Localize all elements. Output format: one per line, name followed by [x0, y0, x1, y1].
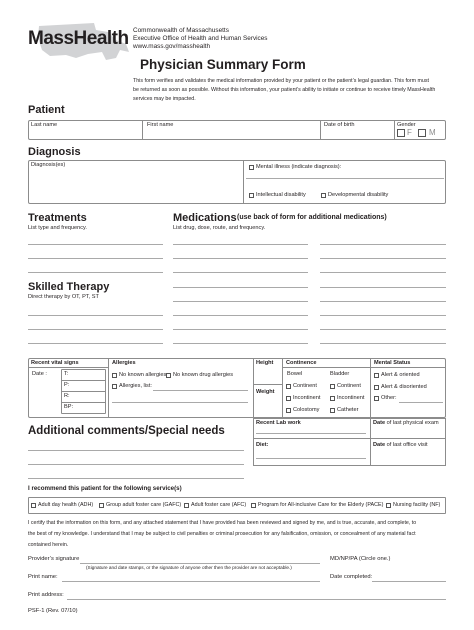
mental-status-heading: Mental Status	[374, 360, 411, 366]
diet-line[interactable]	[256, 458, 366, 459]
certify-line-3: contained herein.	[28, 542, 69, 548]
height-label: Height	[256, 360, 274, 366]
service-option: Adult day health (ADH)	[38, 502, 94, 508]
mental-other-line[interactable]	[399, 402, 443, 403]
alert-oriented-checkbox[interactable]	[374, 373, 379, 378]
mental-option: Alert & disoriented	[381, 384, 427, 390]
medication-line[interactable]	[320, 315, 446, 316]
therapy-line[interactable]	[28, 343, 163, 344]
bowel-colostomy-checkbox[interactable]	[286, 408, 291, 413]
agency-line-3: www.mass.gov/masshealth	[133, 43, 211, 50]
bladder-catheter-checkbox[interactable]	[330, 408, 335, 413]
vital-t-field[interactable]: T:	[64, 371, 69, 377]
first-name-field[interactable]: First name	[147, 122, 174, 128]
allergies-line[interactable]	[153, 390, 248, 391]
vitals-date-label: Date :	[32, 371, 47, 377]
bladder-option: Continent	[337, 383, 361, 389]
medication-line[interactable]	[173, 315, 308, 316]
intellectual-disability-label: Intellectual disability	[256, 192, 306, 198]
dob-field[interactable]: Date of birth	[324, 122, 355, 128]
certify-line-2: the best of my knowledge. I understand that I may be subject to civil penalties or criminal prosecution for any falsification, omission, or concealment of any material fact	[28, 531, 416, 537]
bowel-incontinent-checkbox[interactable]	[286, 396, 291, 401]
medication-line[interactable]	[320, 329, 446, 330]
diagnosis-field[interactable]: Diagnosis(es)	[31, 162, 66, 168]
medications-sub: List drug, dose, route, and frequency.	[173, 225, 266, 231]
developmental-disability-checkbox[interactable]	[321, 193, 326, 198]
service-option: Group adult foster care (GAFC)	[106, 502, 182, 508]
gender-f-checkbox[interactable]	[397, 129, 405, 137]
medication-line[interactable]	[320, 287, 446, 288]
gender-f-label: F	[407, 128, 412, 137]
mental-option: Alert & oriented	[381, 372, 420, 378]
diagnosis-heading: Diagnosis	[28, 146, 81, 158]
medications-heading: Medications	[173, 212, 237, 224]
mental-other-checkbox[interactable]	[374, 396, 379, 401]
medication-line[interactable]	[320, 301, 446, 302]
medication-line[interactable]	[320, 244, 446, 245]
bladder-continent-checkbox[interactable]	[330, 384, 335, 389]
bowel-option: Incontinent	[293, 395, 321, 401]
last-exam-label: Date of last physical exam	[373, 420, 439, 426]
bowel-continent-checkbox[interactable]	[286, 384, 291, 389]
medication-line[interactable]	[320, 272, 446, 273]
therapy-line[interactable]	[28, 329, 163, 330]
pace-checkbox[interactable]	[251, 503, 256, 508]
last-visit-label: Date of last office visit	[373, 442, 428, 448]
allergies-heading: Allergies	[112, 360, 136, 366]
mental-illness-checkbox[interactable]	[249, 165, 254, 170]
bladder-option: Incontinent	[337, 395, 365, 401]
no-known-allergies-label: No known allergies	[119, 372, 167, 378]
form-id: PSF-1 (Rev. 07/10)	[28, 608, 78, 614]
intro-line-2: be returned as soon as possible. Without this information, your patient’s ability to initiate or continue to receive timely MassHealth	[133, 87, 436, 93]
alert-disoriented-checkbox[interactable]	[374, 385, 379, 390]
bowel-label: Bowel	[287, 371, 303, 377]
vitals-heading: Recent vital signs	[31, 360, 79, 366]
additional-heading: Additional comments/Special needs	[28, 425, 225, 437]
therapy-line[interactable]	[28, 315, 163, 316]
services-heading: I recommend this patient for the following service(s)	[28, 485, 182, 492]
comments-line[interactable]	[28, 450, 244, 451]
afc-checkbox[interactable]	[184, 503, 189, 508]
medication-line[interactable]	[173, 329, 308, 330]
medications-note: (use back of form for additional medications)	[237, 214, 387, 221]
last-name-field[interactable]: Last name	[31, 122, 58, 128]
medication-line[interactable]	[173, 272, 308, 273]
medication-line[interactable]	[173, 343, 308, 344]
adh-checkbox[interactable]	[31, 503, 36, 508]
intro-line-3: services may be impacted.	[133, 96, 196, 102]
bladder-label: Bladder	[330, 371, 350, 377]
service-option: Adult foster care (AFC)	[191, 502, 247, 508]
bowel-option: Continent	[293, 383, 317, 389]
gender-m-label: M	[429, 128, 436, 137]
service-option: Nursing facility (NF)	[393, 502, 441, 508]
allergies-list-checkbox[interactable]	[112, 384, 117, 389]
therapy-sub: Direct therapy by OT, PT, ST	[28, 294, 99, 300]
treatment-line[interactable]	[28, 258, 163, 259]
no-known-allergies-checkbox[interactable]	[112, 373, 117, 378]
lab-line[interactable]	[256, 433, 366, 434]
certify-line-1: I certify that the information on this form, and any attached statement that I have provided has been reviewed and signed by me, and is true, accurate, and complete, to	[28, 520, 417, 526]
masshealth-logo: MassHealth	[28, 28, 129, 49]
gender-label: Gender	[397, 122, 416, 128]
print-address-line[interactable]	[67, 599, 446, 600]
print-name-line[interactable]	[62, 581, 320, 582]
bladder-incontinent-checkbox[interactable]	[330, 396, 335, 401]
comments-line[interactable]	[28, 478, 244, 479]
agency-line-1: Commonwealth of Massachusetts	[133, 27, 229, 34]
medication-line[interactable]	[173, 258, 308, 259]
mental-option: Other:	[381, 395, 397, 401]
allergies-list-label: Allergies, list:	[119, 383, 152, 389]
therapy-heading: Skilled Therapy	[28, 281, 110, 293]
recent-lab-label: Recent Lab work	[256, 420, 301, 426]
comments-line[interactable]	[28, 464, 244, 465]
diet-label: Diet:	[256, 442, 269, 448]
treatment-line[interactable]	[28, 272, 163, 273]
treatment-line[interactable]	[28, 244, 163, 245]
vital-bp-field[interactable]: BP:	[64, 404, 74, 410]
vital-p-field[interactable]: P:	[64, 382, 70, 388]
nf-checkbox[interactable]	[386, 503, 391, 508]
no-known-drug-allergies-label: No known drug allergies	[173, 372, 234, 378]
gender-m-checkbox[interactable]	[418, 129, 426, 137]
medication-line[interactable]	[320, 258, 446, 259]
provider-signature-line[interactable]	[80, 563, 320, 564]
date-completed-label: Date completed:	[330, 574, 373, 580]
medication-line[interactable]	[173, 287, 308, 288]
medication-line[interactable]	[173, 301, 308, 302]
treatments-sub: List type and frequency.	[28, 225, 87, 231]
service-option: Program for All-inclusive Care for the Elderly (PACE)	[258, 502, 384, 508]
weight-label: Weight	[256, 389, 275, 395]
form-title: Physician Summary Form	[140, 57, 306, 72]
continence-heading: Continence	[286, 360, 317, 366]
intellectual-disability-checkbox[interactable]	[249, 193, 254, 198]
developmental-disability-label: Developmental disability	[328, 192, 389, 198]
date-completed-line[interactable]	[372, 581, 446, 582]
no-known-drug-allergies-checkbox[interactable]	[166, 373, 171, 378]
medication-line[interactable]	[173, 244, 308, 245]
intro-line-1: This form verifies and validates the medical information provided by your patient or the patient’s legal guardian. This form must	[133, 78, 429, 84]
agency-line-2: Executive Office of Health and Human Services	[133, 35, 268, 42]
gafc-checkbox[interactable]	[99, 503, 104, 508]
patient-box	[28, 120, 446, 140]
mental-illness-label: Mental illness (indicate diagnosis):	[256, 164, 342, 170]
allergies-line[interactable]	[112, 402, 248, 403]
provider-signature-label: Provider’s signature	[28, 556, 80, 562]
treatments-heading: Treatments	[28, 212, 87, 224]
print-address-label: Print address:	[28, 592, 64, 598]
vital-r-field[interactable]: R:	[64, 393, 70, 399]
patient-heading: Patient	[28, 104, 65, 116]
print-name-label: Print name:	[28, 574, 58, 580]
md-np-pa-label: MD/NP/PA (Circle one.)	[330, 556, 391, 562]
medication-line[interactable]	[320, 343, 446, 344]
bowel-option: Colostomy	[293, 407, 320, 413]
bladder-option: Catheter	[337, 407, 359, 413]
signature-note: (Signature and date stamps, or the signature of anyone other then the provider are not acceptable.)	[86, 565, 292, 570]
